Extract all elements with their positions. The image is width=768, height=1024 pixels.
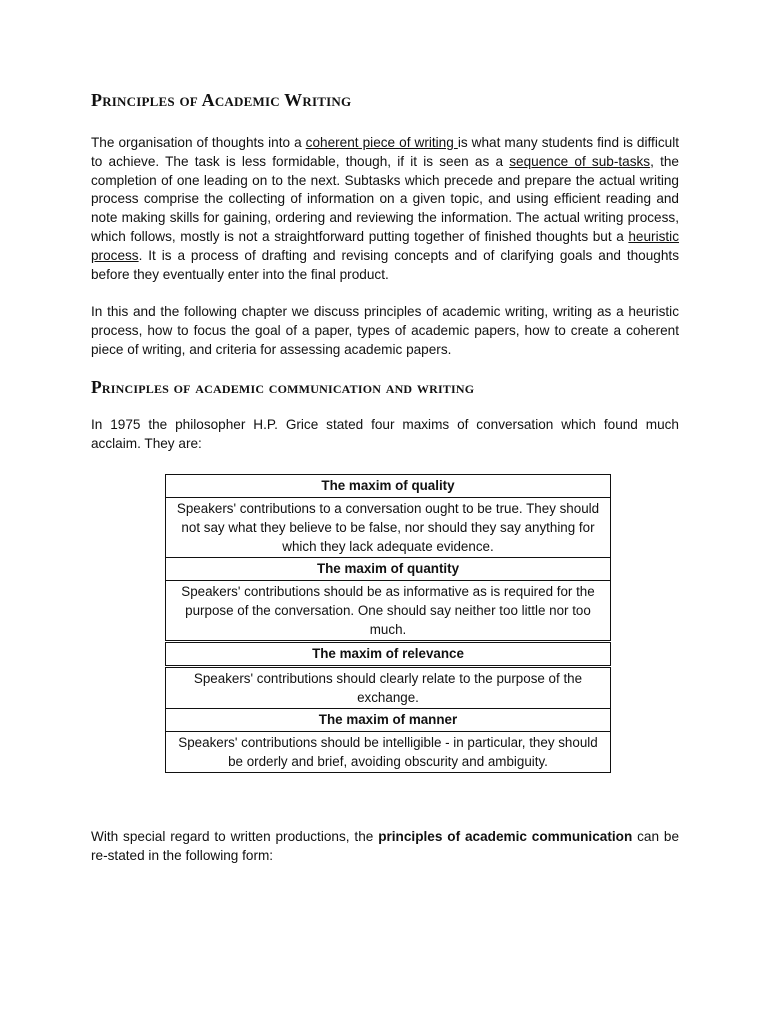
page-title: Principles of Academic Writing (91, 90, 352, 110)
table-row (166, 667, 611, 709)
maxims-table (165, 474, 611, 773)
intro-text-4: . It is a process of drafting and revising concepts and of clarifying goals and thoughts before they eventually enter into the final product. (91, 247, 679, 282)
table-row (166, 475, 611, 498)
restatement-bold: principles of academic communication (378, 829, 633, 844)
maxim-title: The maxim of quantity (166, 558, 611, 581)
table-row (166, 498, 611, 558)
intro-text-3: , the completion of one leading on to the next. Subtasks which precede and prepare the actual writing process comprise the collecting of information on a given topic, and using efficient reading and note making skills for gaining, ordering and reviewing the information. The actual writing process, which follows, mostly is not a straightforward putting together of finished thoughts but a (91, 153, 679, 244)
intro-text-2: is what many students find is difficult to achieve. The task is less formidable, though, if it is seen as a (91, 135, 679, 169)
table-row (166, 732, 611, 773)
intro-paragraph (91, 134, 679, 284)
chapter-overview-paragraph: In this and the following chapter we discuss principles of academic writing, writing as a heuristic process, how to focus the goal of a paper, types of academic papers, how to create a coherent piece of writing, and criteria for assessing academic papers. (91, 304, 679, 357)
maxim-description: Speakers' contributions should be intelligible - in particular, they should be orderly and brief, avoiding obscurity and ambiguity. (166, 732, 611, 773)
restatement-text-1: With special regard to written productions, the (91, 829, 379, 844)
intro-text-1: The organisation of thoughts into a (91, 135, 306, 150)
maxim-description: Speakers' contributions to a conversation ought to be true. They should not say what they believe to be false, nor should they say anything for which they lack adequate evidence. (166, 498, 611, 558)
maxim-description: Speakers' contributions should be as informative as is required for the purpose of the conversation. One should say neither too little nor too much. (166, 581, 611, 642)
maxim-description: Speakers' contributions should clearly relate to the purpose of the exchange. (166, 667, 611, 709)
grice-paragraph: In 1975 the philosopher H.P. Grice stated four maxims of conversation which found much acclaim. They are: (91, 417, 679, 451)
table-row (166, 558, 611, 581)
link-coherent-piece[interactable]: coherent piece of writing (305, 135, 458, 150)
section-heading: Principles of academic communication and writing (91, 377, 475, 397)
link-heuristic-process[interactable]: heuristic process (91, 228, 679, 263)
maxim-title: The maxim of quality (166, 475, 611, 498)
link-sequence-of-subtasks[interactable]: sequence of sub-tasks (509, 153, 651, 169)
maxim-title: The maxim of relevance (166, 642, 611, 667)
table-row (166, 709, 611, 732)
maxim-title: The maxim of manner (166, 709, 611, 732)
restatement-paragraph (91, 828, 679, 866)
restatement-text-2: can be re-stated in the following form: (91, 829, 680, 863)
table-row (166, 581, 611, 642)
table-row (166, 642, 611, 667)
